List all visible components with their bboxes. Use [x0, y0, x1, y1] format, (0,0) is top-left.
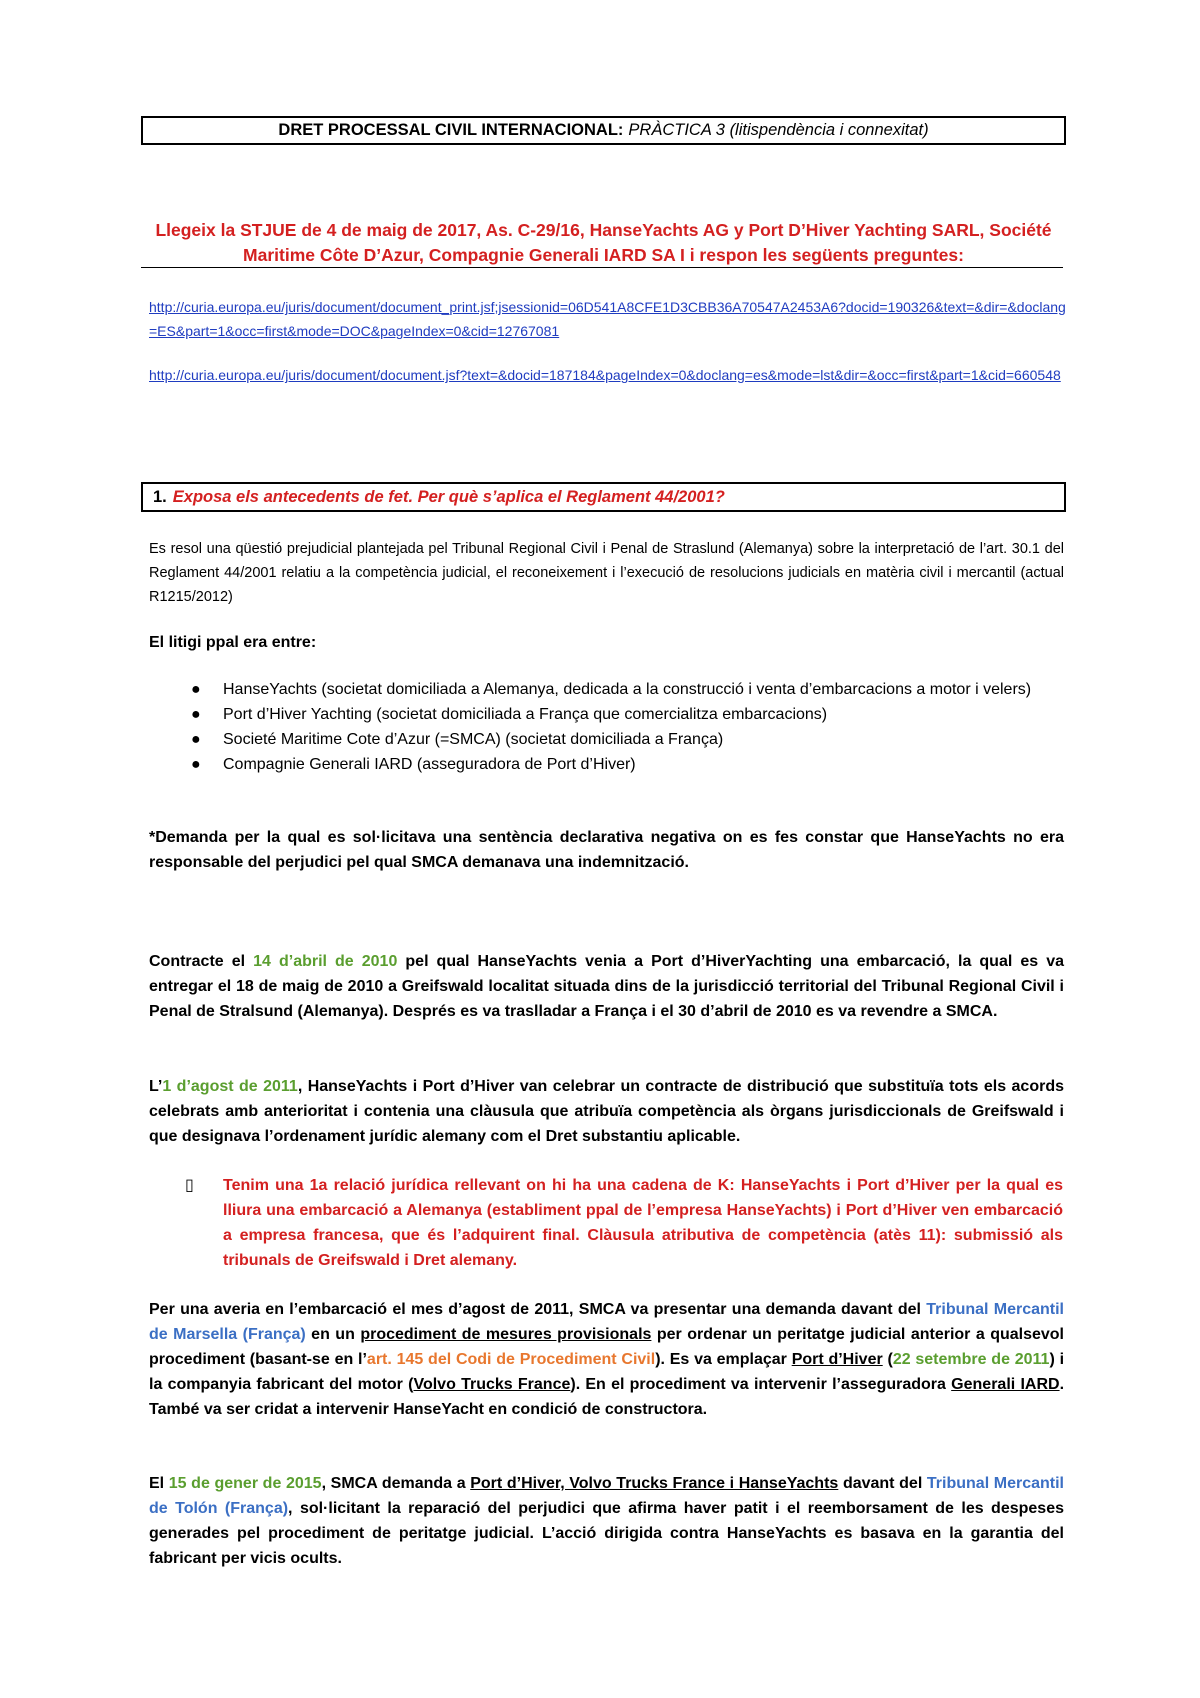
- red-analysis-block: Tenim una 1a relació jurídica rellevant on hi ha una cadena de K: HanseYachts i Port d’Hiver per la qual es lliura una embarcació a Alemanya (establiment ppal de l’empresa HanseYachts) i Port d’Hiver ven embarcació a empresa francesa, que és l’adquirent final. Clàusula atributiva de competència (atès 11): submissió als tribunals de Greifswald i Dret alemany.: [223, 1177, 1063, 1269]
- question-text: Exposa els antecedents de fet. Per què s’aplica el Reglament 44/2001?: [172, 487, 725, 506]
- date-highlight: 1 d’agost de 2011: [162, 1078, 298, 1095]
- litigi-heading: El litigi ppal era entre:: [149, 634, 317, 651]
- tribunal-highlight: Tribunal Mercantil de Marsella (França): [149, 1301, 1064, 1343]
- date-highlight: 22 setembre de 2011: [892, 1351, 1050, 1368]
- party-underline: Volvo Trucks France: [413, 1376, 571, 1393]
- question-1-box: [141, 482, 1066, 512]
- list-item: ● Port d’Hiver Yachting (societat domiciliada a França que comercialitza embarcacions): [149, 702, 1064, 727]
- arrow-marker-icon: ▯: [185, 1177, 194, 1194]
- title-box: [141, 116, 1066, 145]
- parties-list: [149, 677, 1064, 777]
- averia-paragraph: Per una averia en l’embarcació el mes d’agost de 2011, SMCA va presentar una demanda davant del Tribunal Mercantil de Marsella (França) en un procediment de mesures provisionals per ordenar un peritatge judicial anterior a qualsevol procediment (basant-se en l’art. 145 del Codi de Procediment Civil). Es va emplaçar Port d’Hiver (22 setembre de 2011) i la companyia fabricant del motor (Volvo Trucks France). En el procediment va intervenir l’asseguradora Generali IARD. També va ser cridat a intervenir HanseYacht en condició de constructora.: [149, 1301, 1065, 1418]
- agost-paragraph: L’1 d’agost de 2011, HanseYachts i Port d’Hiver van celebrar un contracte de distribució que substituïa tots els acords celebrats amb anterioritat i contenia una clàusula que atribuïa competència als òrgans jurisdiccionals de Greifswald i que designava l’ordenament jurídic alemany com el Dret substantiu aplicable.: [149, 1078, 1064, 1145]
- gener-paragraph: El 15 de gener de 2015, SMCA demanda a Port d’Hiver, Volvo Trucks France i HanseYachts davant del Tribunal Mercantil de Tolón (França), sol·licitant la reparació del perjudici que afirma haver patit i el reemborsament de les despeses generades pel procediment de peritatge judicial. L’acció dirigida contra HanseYachts es basava en la garantia del fabricant per vicis ocults.: [149, 1475, 1065, 1567]
- intro-paragraph: Es resol una qüestió prejudicial plantejada pel Tribunal Regional Civil i Penal de Straslund (Alemanya) sobre la interpretació de l’art. 30.1 del Reglament 44/2001 relatiu a la competència judicial, el reconeixement i l’execució de resolucions judicials en matèria civil i mercantil (actual R1215/2012): [149, 541, 1064, 605]
- title-italic: PRÀCTICA 3 (litispendència i connexitat): [628, 121, 929, 139]
- bullet-icon: ●: [191, 681, 201, 698]
- bullet-icon: ●: [191, 731, 201, 748]
- date-highlight: 14 d’abril de 2010: [253, 953, 398, 970]
- proc-underline: procediment de mesures provisionals: [360, 1326, 652, 1343]
- intro-line-1: Llegeix la STJUE de 4 de maig de 2017, As. C-29/16, HanseYachts AG y Port D’Hiver Yachting SARL, Société: [155, 220, 1052, 240]
- contracte-paragraph: Contracte el 14 d’abril de 2010 pel qual HanseYachts venia a Port d’HiverYachting una embarcació, la qual es va entregar el 18 de maig de 2010 a Greifswald localitat situada dins de la jurisdicció territorial del Tribunal Regional Civil i Penal de Stralsund (Alemanya). Després es va traslladar a França i el 30 d’abril de 2010 es va revendre a SMCA.: [149, 953, 1064, 1020]
- list-item: ● HanseYachts (societat domiciliada a Alemanya, dedicada a la construcció i venta d’embarcacions a motor i velers): [149, 677, 1064, 702]
- tribunal-highlight: Tribunal Mercantil de Tolón (França): [149, 1475, 1065, 1517]
- list-item: ● Societé Maritime Cote d’Azur (=SMCA) (societat domiciliada a França): [149, 727, 1064, 752]
- parties-underline: Port d’Hiver, Volvo Trucks France i HanseYachts: [470, 1475, 839, 1492]
- demanda-note: *Demanda per la qual es sol·licitava una sentència declarativa negativa on es fes constar que HanseYachts no era responsable del perjudici pel qual SMCA demanava una indemnització.: [149, 829, 1064, 871]
- curia-link-2[interactable]: http://curia.europa.eu/juris/document/document.jsf?text=&docid=187184&pageIndex=0&doclang=es&mode=lst&dir=&occ=first&part=1&cid=660548: [149, 367, 1061, 383]
- intro-underline: [141, 267, 1063, 268]
- bullet-icon: ●: [191, 706, 201, 723]
- party-underline: Generali IARD: [951, 1376, 1060, 1393]
- curia-link-1[interactable]: http://curia.europa.eu/juris/document/document_print.jsf;jsessionid=06D541A8CFE1D3CBB36A70547A2453A6?docid=190326&text=&dir=&doclang=ES&part=1&occ=first&mode=DOC&pageIndex=0&cid=12767081: [149, 299, 1066, 339]
- bullet-icon: ●: [191, 756, 201, 773]
- date-highlight: 15 de gener de 2015: [168, 1475, 322, 1492]
- party-underline: Port d’Hiver: [791, 1351, 883, 1368]
- list-item: ● Compagnie Generali IARD (asseguradora de Port d’Hiver): [149, 752, 1064, 777]
- title-bold: DRET PROCESSAL CIVIL INTERNACIONAL:: [278, 121, 624, 139]
- article-highlight: art. 145 del Codi de Procediment Civil: [366, 1351, 656, 1368]
- intro-line-2: Maritime Côte D’Azur, Compagnie Generali IARD SA I i respon les següents preguntes:: [243, 245, 964, 265]
- intro-heading: [141, 218, 1066, 268]
- question-number: 1.: [153, 487, 167, 506]
